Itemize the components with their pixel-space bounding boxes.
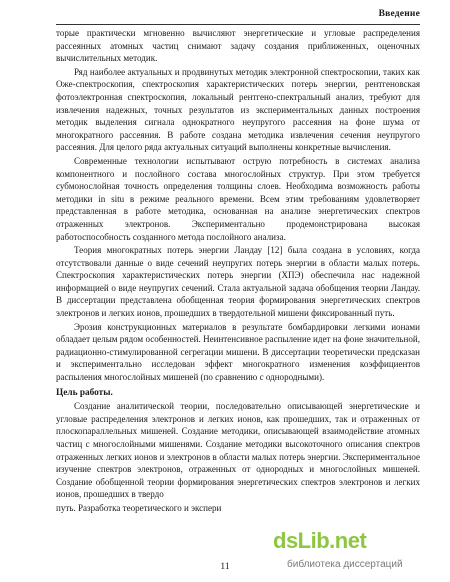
section-heading: Цель работы. <box>56 387 113 398</box>
paragraph-2: Ряд наиболее актуальных и продвинутых методик электронной спектроскопии, таких как Оже-спектроскопия, спектроскопия характеристических потерь энергии, рентгеновская фотоэлектронная спектроскопия, локальный рентгено-спектральный анализ, требуют для извлечения надежных, точных результатов из экспериментальных данных построения методик выделения сигнала однократного неупругого рассеяния на фоне шума от многократного рассеяния. В работе создана методика извлечения сечения неупругого рассеяния. Для целого ряда актуальных ситуаций выполнены конкретные вычисления. <box>56 66 420 153</box>
page-number: 11 <box>220 562 230 572</box>
section-last-line: путь. Разработка теоретического и экспери <box>56 502 222 513</box>
watermark-subtitle: библиотека диссертаций <box>287 559 403 570</box>
page-header <box>56 6 420 25</box>
paragraph-3: Современные технологии испытывают острую потребность в системах анализа компонентного и послойного состава многослойных структур. При этом требуется субмонослойная точность определения толщины слоев. Необходима возможность работы методики in situ в режиме реального времени. Всем этим требованиям удовлетворяет представленная в работе методика, основанная на анализе энергетических спектров отраженных электронов. Экспериментально продемонстрирована высокая работоспособность созданного метода послойного анализа. <box>56 155 420 242</box>
section-paragraph: Создание аналитической теории, последовательно описывающей энергетические и угловые распределения электронов и легких ионов, как прошедших, так и отраженных от плоскопараллельных мишеней. Создание методики, описывающей взаимодействие атомных частиц с многослойными мишенями. Создание методики высокоточного описания спектров отраженных легких ионов и электронов в области малых потерь энергии. Экспериментальное изучение спектров электронов, отраженных от однородных и многослойных мишеней. Создание обобщенной теории формирования энергетических спектров электронов и легких ионов, прошедших в твердо <box>56 401 420 500</box>
page-body <box>56 27 420 516</box>
running-head-title: Введение <box>378 9 420 19</box>
paragraph-1: торые практически мгновенно вычисляют энергетические и угловые распределения рассеянных атомных частиц снимают задачу создания приближенных, оценочных вычислительных методик. <box>56 28 420 64</box>
watermark-logo: dsLib.net <box>273 528 367 553</box>
paragraph-4: Теория многократных потерь энергии Ландау [12] была создана в условиях, когда отсутствовали данные о виде сечений неупругих потерь энергии в области малых потерь. Спектроскопия характеристических потерь энергии (ХПЭ) обеспечила нас надежной информацией о виде неупругих сечений. Стала актуальной задача обобщения теории Ландау. В диссертации представлена обобщенная теория формирования энергетических спектров электронов и легких ионов, прошедших в твердотельной мишени фиксированный путь. <box>56 245 420 319</box>
watermark-overlay <box>265 528 447 578</box>
paragraph-5: Эрозия конструкционных материалов в результате бомбардировки легкими ионами обладает целым рядом особенностей. Неинтенсивное распыление идет на фоне значительной, радиационно-стимулированной сегрегации мишени. В диссертации теоретически предсказан и экспериментально исследован эффект многократного изменения коэффициентов распыления многослойных мишеней (по сравнению с однородными). <box>56 321 420 383</box>
